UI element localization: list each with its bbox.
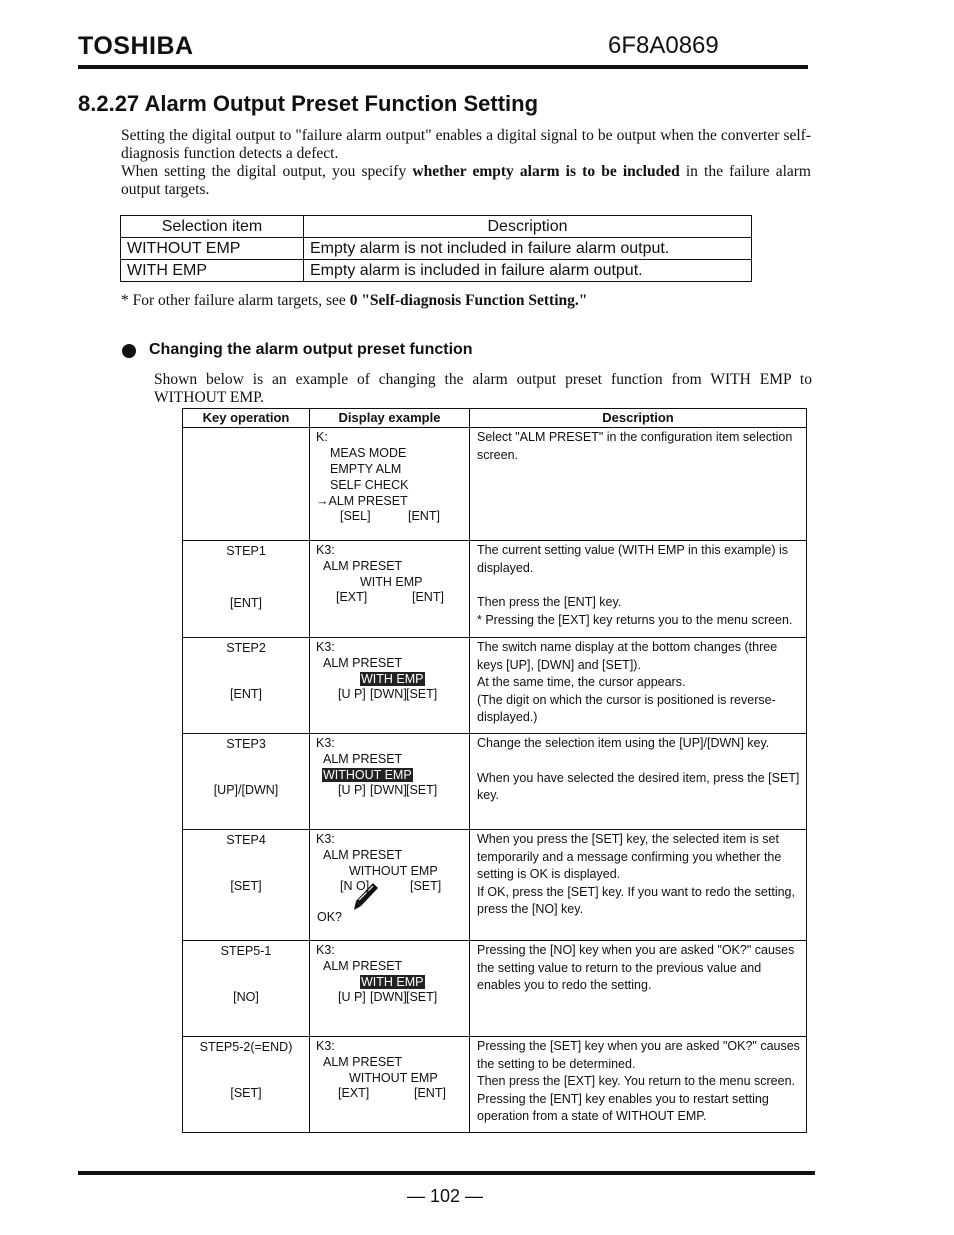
intro-paragraph <box>121 127 811 199</box>
table-row <box>183 541 807 638</box>
step-description: Then press the [ENT] key. <box>477 595 622 609</box>
softkey-label: [U P] <box>338 687 366 701</box>
softkey-label: [SET] <box>406 687 438 701</box>
section-title: 8.2.27 Alarm Output Preset Function Setting <box>78 91 539 116</box>
display-line: EMPTY ALM <box>330 462 402 476</box>
display-line: K3: <box>316 543 335 557</box>
display-line: OK? <box>317 910 343 924</box>
display-line: ALM PRESET <box>323 1055 403 1069</box>
display-line: ALM PRESET <box>323 656 403 670</box>
header-description: Description <box>470 409 807 428</box>
display-line: K3: <box>316 943 335 957</box>
step-label: STEP2 <box>226 641 266 655</box>
step-description: Then press the [EXT] key. You return to the menu screen. <box>477 1074 795 1088</box>
selection-header-item: Selection item <box>121 216 304 238</box>
softkey-label: [ENT] <box>412 590 444 604</box>
brand-logo: TOSHIBA <box>78 32 194 60</box>
footnote-text: * For other failure alarm targets, see <box>121 292 350 309</box>
softkey-label: [U P] <box>338 990 366 1004</box>
step-description: * Pressing the [EXT] key returns you to the menu screen. <box>477 612 793 627</box>
selection-cell: WITHOUT EMP <box>121 238 304 260</box>
display-line: ALM PRESET <box>323 848 403 862</box>
header-rule <box>78 65 808 69</box>
display-line: MEAS MODE <box>330 446 407 460</box>
footnote <box>121 292 587 310</box>
step-description: When you have selected the desired item, press the [SET] key. <box>477 770 800 802</box>
display-line: ALM PRESET <box>323 752 403 766</box>
cursor-highlight: WITH EMP <box>361 975 424 989</box>
step-description: Change the selection item using the [UP]/[DWN] key. <box>477 736 770 750</box>
step-description: At the same time, the cursor appears. <box>477 675 686 689</box>
intro-line-2b: in the failure alarm output targets. <box>121 163 811 198</box>
intro-line-2-bold: whether empty alarm is to be included <box>412 163 680 180</box>
step-description: The switch name display at the bottom changes (three keys [UP], [DWN] and [SET]). <box>477 640 778 672</box>
step-description: If OK, press the [SET] key. If you want to redo the setting, press the [NO] key. <box>477 884 795 916</box>
display-line: K3: <box>316 640 335 654</box>
table-row <box>183 830 807 941</box>
step-label: STEP5-1 <box>220 944 272 958</box>
selection-cell: Empty alarm is included in failure alarm output. <box>304 260 752 282</box>
cursor-highlight: WITH EMP <box>361 672 424 686</box>
cursor-highlight: WITHOUT EMP <box>323 768 412 782</box>
header-display-example: Display example <box>310 409 470 428</box>
softkey-label: [EXT] <box>336 590 368 604</box>
subheading: Changing the alarm output preset function <box>149 341 473 358</box>
display-line: WITHOUT EMP <box>349 864 438 878</box>
table-row <box>183 1037 807 1133</box>
display-line: ALM PRESET <box>323 959 403 973</box>
display-line: SELF CHECK <box>330 478 409 492</box>
softkey-label: [ENT] <box>414 1086 446 1100</box>
softkey-label: [SET] <box>406 990 438 1004</box>
bullet-icon <box>122 344 136 358</box>
key-action: [NO] <box>233 990 259 1004</box>
step-description: Select "ALM PRESET" in the configuration item selection screen. <box>477 430 793 462</box>
softkey-label: [SEL] <box>340 509 371 523</box>
selection-header-description: Description <box>304 216 752 238</box>
step-label: STEP3 <box>226 737 266 751</box>
softkey-label: [ENT] <box>408 509 440 523</box>
display-line: K: <box>316 430 328 444</box>
step-table <box>182 408 807 1133</box>
key-action: [UP]/[DWN] <box>213 783 279 797</box>
softkey-label: [SET] <box>410 879 442 893</box>
step-description: The current setting value (WITH EMP in this example) is displayed. <box>477 543 788 575</box>
step-label: STEP5-2(=END) <box>199 1040 293 1054</box>
softkey-label: [U P] <box>338 783 366 797</box>
display-line: K3: <box>316 1039 335 1053</box>
display-line: WITH EMP <box>360 575 423 589</box>
display-line: →ALM PRESET <box>316 494 408 508</box>
step-description: Pressing the [ENT] key enables you to restart setting operation from a state of WITHOUT EMP. <box>477 1091 769 1123</box>
footer-rule <box>78 1171 815 1175</box>
key-action: [ENT] <box>230 687 262 701</box>
softkey-label: [DWN] <box>370 783 407 797</box>
step-description: Pressing the [NO] key when you are asked "OK?" causes the setting value to return to the previous value and enables you to redo the setting. <box>477 943 795 992</box>
key-action: [SET] <box>230 1086 262 1100</box>
table-row <box>183 428 807 541</box>
step-description: When you press the [SET] key, the selected item is set temporarily and a message confirming you whether the setting is OK is displayed. <box>477 832 782 881</box>
step-description: (The digit on which the cursor is positioned is reverse-displayed.) <box>477 692 776 724</box>
selection-table <box>120 215 752 282</box>
table-row <box>183 941 807 1037</box>
table-row <box>183 734 807 830</box>
document-number: 6F8A0869 <box>608 32 719 59</box>
example-intro: Shown below is an example of changing the alarm output preset function from WITH EMP to WITHOUT EMP. <box>154 371 812 406</box>
step-label: STEP4 <box>226 833 266 847</box>
step-label: STEP1 <box>226 544 266 558</box>
display-line: ALM PRESET <box>323 559 403 573</box>
footnote-reference: 0 "Self-diagnosis Function Setting." <box>349 292 588 309</box>
softkey-label: [DWN] <box>370 687 407 701</box>
softkey-label: [SET] <box>406 783 438 797</box>
display-line: K3: <box>316 736 335 750</box>
table-row <box>183 638 807 734</box>
display-line: WITHOUT EMP <box>349 1071 438 1085</box>
softkey-label: [N O] <box>340 879 370 893</box>
header-key-operation: Key operation <box>183 409 310 428</box>
key-action: [SET] <box>230 879 262 893</box>
intro-line-1: Setting the digital output to "failure alarm output" enables a digital signal to be output when the converter self-diagnosis function detects a defect. <box>121 127 811 162</box>
intro-line-2a: When setting the digital output, you specify <box>121 163 413 180</box>
step-description: Pressing the [SET] key when you are asked "OK?" causes the setting to be determined. <box>477 1039 800 1071</box>
key-action: [ENT] <box>230 596 262 610</box>
display-line: K3: <box>316 832 335 846</box>
page-number: — 102 — <box>406 1186 484 1206</box>
softkey-label: [EXT] <box>338 1086 370 1100</box>
selection-cell: Empty alarm is not included in failure alarm output. <box>304 238 752 260</box>
selection-cell: WITH EMP <box>121 260 304 282</box>
softkey-label: [DWN] <box>370 990 407 1004</box>
